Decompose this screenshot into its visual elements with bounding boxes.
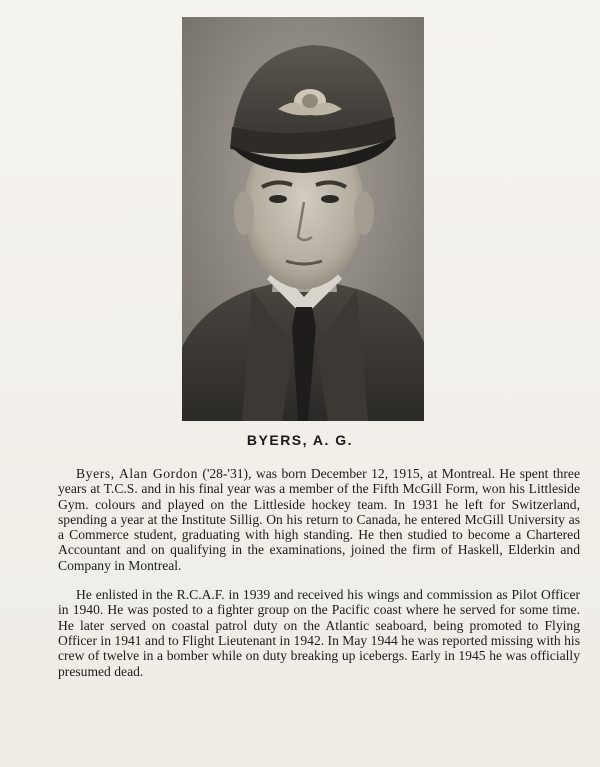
paragraph-1-body: ('28-'31), was born December 12, 1915, at Montreal. He spent three years at T.C.S. and in his final year was a member of the Fifth McGill Form, won his Littleside Gym. colours and played on the Littleside hockey team. In 1931 he left for Switzerland, spending a year at the Institute Sillig. On his return to Canada, he entered McGill University as a Commerce student, graduating with high standing. He then studied to become a Chartered Accountant and on qualifying in the examinations, joined the firm of Haskell, Elderkin and Company in Montreal. bbox=[58, 466, 580, 573]
portrait-illustration bbox=[182, 17, 424, 421]
biography-paragraph-2: He enlisted in the R.C.A.F. in 1939 and received his wings and commission as Pilot Officer in 1940. He was posted to a fighter group on the Pacific coast where he served for some time. He later served on coastal patrol duty on the Atlantic seaboard, being promoted to Flying Officer in 1941 and to Flight Lieutenant in 1942. In May 1944 he was reported missing with his crew of twelve in a bomber while on duty breaking up icebergs. Early in 1945 he was officially presumed dead. bbox=[58, 587, 580, 679]
biography-paragraph-1 bbox=[58, 466, 580, 573]
photo-caption: BYERS, A. G. bbox=[246, 432, 354, 448]
portrait-photo bbox=[182, 17, 424, 421]
subject-name: Byers, Alan Gordon bbox=[76, 466, 198, 481]
biography-text bbox=[58, 466, 580, 679]
